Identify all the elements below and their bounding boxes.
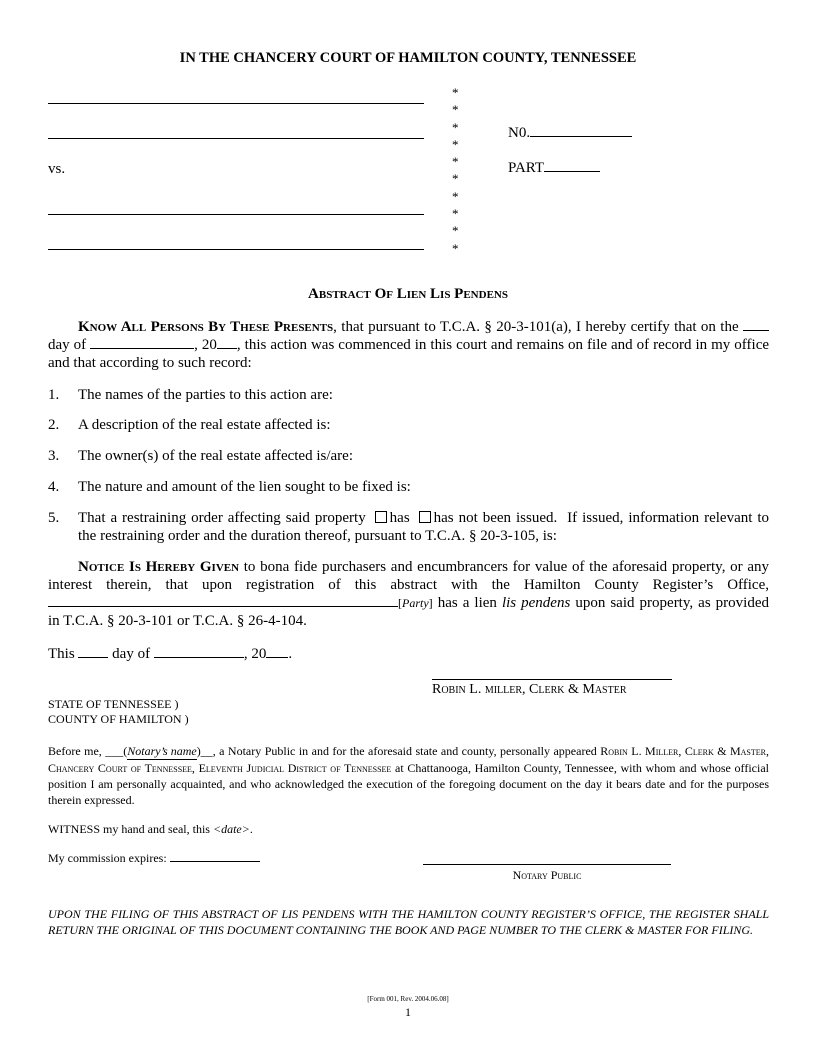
case-number-blank — [530, 136, 632, 137]
plaintiff-line-1 — [48, 103, 424, 104]
caption-divider-stars — [452, 84, 459, 257]
star: * — [452, 119, 459, 135]
notary-acknowledgment: Before me, ___(Notary’s name)__, a Notary Public in and for the aforesaid state and county, personally appeared Robin L. Miller, Clerk & Master, Chancery Court of Tennessee, Eleventh Judicial District of Tennessee at Chattanooga, Hamilton County, Tennessee, with whom and whose official position I am personally acquainted, and who acknowledged the execution of the foregoing document on the day it bears date and for the purposes therein expressed. — [48, 744, 769, 807]
venue-county: COUNTY OF HAMILTON ) — [48, 712, 189, 726]
commission-blank — [170, 861, 260, 862]
commission-line: My commission expires: — [48, 850, 769, 866]
venue-state: STATE OF TENNESSEE ) — [48, 697, 179, 711]
dated-day-blank — [78, 657, 108, 658]
case-number-label: N0. — [508, 125, 531, 141]
dated-month-blank — [154, 657, 244, 658]
intro-lead: Know All Persons By These Presents — [78, 319, 334, 335]
defendant-line-2 — [48, 249, 424, 250]
notary-name-blank: Notary’s name — [127, 744, 197, 758]
notice-lead: Notice Is Hereby Given — [78, 559, 240, 575]
dated-year-blank — [266, 657, 288, 658]
venue-block — [48, 697, 189, 727]
has-checkbox[interactable] — [375, 511, 387, 523]
list-item: 4. The nature and amount of the lien sought to be fixed is: — [48, 479, 411, 495]
star: * — [452, 188, 459, 204]
list-item: 1. The names of the parties to this action are: — [48, 387, 333, 403]
dated-line: This day of , 20 . — [48, 646, 293, 662]
list-item: 3. The owner(s) of the real estate affected is/are: — [48, 448, 353, 464]
year-blank — [217, 348, 237, 349]
party-blank — [48, 594, 398, 607]
court-title: IN THE CHANCERY COURT OF HAMILTON COUNTY, TENNESSEE — [179, 50, 637, 66]
star: * — [452, 154, 459, 170]
list-item-restraining-order: 5. That a restraining order affecting said property has has not been issued. If issued, information relevant to the restraining order and the duration thereof, pursuant to T.C.A. § 20-3-105, is: — [48, 510, 770, 544]
list-item: 2. A description of the real estate affected is: — [48, 417, 331, 433]
filing-instructions: UPON THE FILING OF THIS ABSTRACT OF LIS PENDENS WITH THE HAMILTON COUNTY REGISTER’S OFFICE, THE REGISTER SHALL RETURN THE ORIGINAL OF THIS DOCUMENT CONTAINING THE BOOK AND PAGE NUMBER TO THE CLERK & MASTER FOR FILING. — [48, 907, 769, 937]
officer-name: Robin L. Miller, Clerk & Master, Chancery Court of Tennessee, Eleventh Judicial District of Tennessee — [48, 744, 769, 775]
form-number: [Form 001, Rev. 2004.06.08] — [367, 995, 449, 1003]
star: * — [452, 102, 459, 118]
star: * — [452, 223, 459, 239]
witness-date: <date> — [212, 822, 250, 836]
document-title: Abstract Of Lien Lis Pendens — [308, 286, 508, 302]
notary-signature-line — [423, 864, 671, 865]
case-number-field — [508, 125, 632, 142]
plaintiff-line-2 — [48, 138, 424, 139]
star: * — [452, 171, 459, 187]
has-not-checkbox[interactable] — [419, 511, 431, 523]
star: * — [452, 136, 459, 152]
intro-paragraph: Know All Persons By These Presents, that pursuant to T.C.A. § 20-3-101(a), I hereby certify that on the day of , 20 , this action was commenced in this court and remains on file and of record in my office and that according to such record: — [48, 319, 770, 371]
defendant-line-1 — [48, 214, 424, 215]
month-blank — [90, 348, 194, 349]
part-blank — [544, 171, 600, 172]
part-label: PART — [508, 160, 545, 176]
notary-public-label: Notary Public — [512, 868, 582, 882]
part-field — [508, 160, 600, 177]
day-blank — [743, 330, 769, 331]
page-number: 1 — [405, 1005, 411, 1019]
star: * — [452, 85, 459, 100]
star: * — [452, 206, 459, 222]
clerk-name: Robin L. miller, Clerk & Master — [432, 682, 627, 697]
star: * — [452, 240, 459, 256]
versus-label: vs. — [48, 161, 66, 177]
notice-paragraph: Notice Is Hereby Given to bona fide purchasers and encumbrancers for value of the aforesaid property, or any interest therein, that upon registration of this abstract with the Hamilton County Register’s Office, [Party] has a lien lis pendens upon said property, as provided in T.C.A. § 20-3-101 or T.C.A. § 26-4-104. — [48, 559, 769, 629]
witness-line: WITNESS my hand and seal, this <date>. — [48, 822, 253, 836]
clerk-signature-line — [432, 679, 672, 680]
